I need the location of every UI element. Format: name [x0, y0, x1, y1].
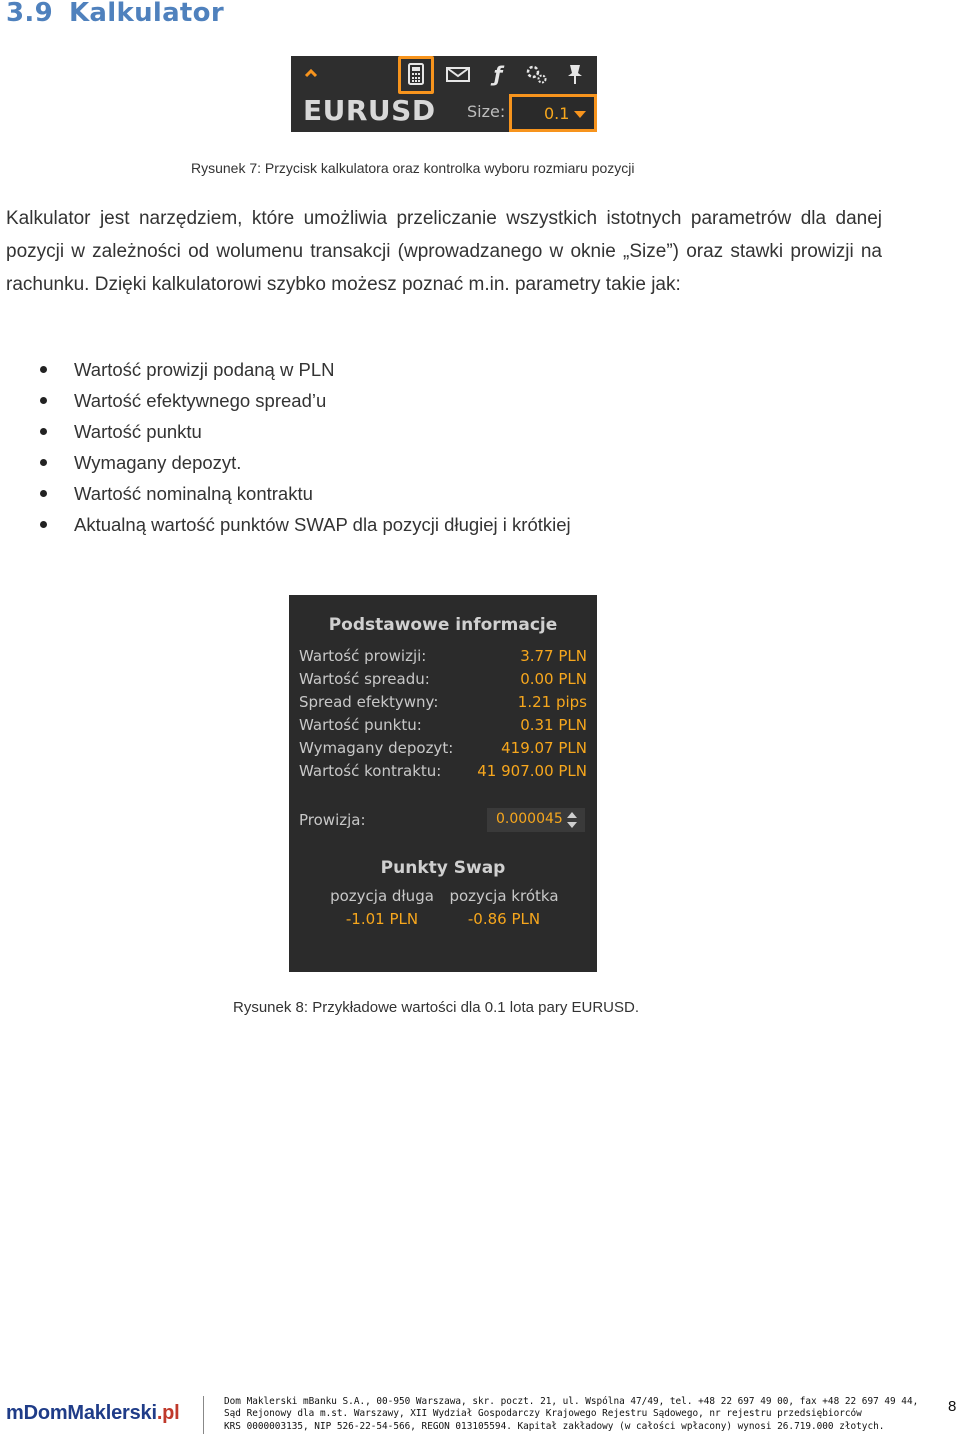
- footer-legal-text: [224, 1396, 919, 1433]
- row-value: 1.21 pips: [517, 693, 587, 711]
- info-row: [299, 647, 587, 669]
- section-heading: [6, 0, 224, 28]
- size-label: Size:: [467, 102, 506, 121]
- info-row: [299, 670, 587, 692]
- row-value: 41 907.00 PLN: [477, 762, 587, 780]
- footer-logo: mDomMaklerski.pl: [6, 1402, 180, 1424]
- info-row: [299, 716, 587, 738]
- size-value: 0.1: [544, 104, 570, 123]
- info-row: [299, 693, 587, 715]
- info-row: [299, 739, 587, 761]
- settings-icon[interactable]: [522, 60, 550, 88]
- list-item: Wartość nominalną kontraktu: [40, 478, 571, 509]
- page-number: 8: [948, 1398, 957, 1415]
- swap-short-label: pozycja krótka: [449, 887, 559, 905]
- commission-label: Prowizja:: [299, 811, 366, 829]
- section-number: 3.9: [6, 0, 53, 28]
- pin-icon[interactable]: [561, 60, 589, 88]
- section-title: Kalkulator: [68, 0, 224, 28]
- footer-line: KRS 0000003135, NIP 526-22-54-566, REGON 013105594. Kapitał zakładowy (w całości wpłacony) wynosi 26.719.000 złotych.: [224, 1420, 885, 1432]
- symbol-name: EURUSD: [303, 94, 436, 127]
- commission-stepper[interactable]: [487, 808, 585, 832]
- list-item: Wartość efektywnego spread’u: [40, 385, 571, 416]
- footer-line: Dom Maklerski mBanku S.A., 00-950 Warszawa, skr. poczt. 21, ul. Wspólna 47/49, tel. +48 22 697 49 00, fax +48 22 697 49 44,: [224, 1396, 919, 1407]
- figure-7-caption: Rysunek 7: Przycisk kalkulatora oraz kontrolka wyboru rozmiaru pozycji: [191, 160, 635, 176]
- list-item: Wymagany depozyt.: [40, 447, 571, 478]
- row-label: Wymagany depozyt:: [299, 739, 454, 757]
- swap-long: [317, 885, 447, 931]
- mail-icon[interactable]: [444, 60, 472, 88]
- row-label: Wartość kontraktu:: [299, 762, 442, 780]
- swap-long-label: pozycja długa: [330, 887, 434, 905]
- stepper-down-icon[interactable]: [567, 822, 577, 828]
- bullet-icon: [40, 490, 47, 497]
- bullet-icon: [40, 366, 47, 373]
- dropdown-arrow-icon: [574, 111, 586, 118]
- info-row: [299, 762, 587, 784]
- swap-title: Punkty Swap: [380, 858, 506, 878]
- stepper-up-icon[interactable]: [567, 812, 577, 818]
- body-paragraph: Kalkulator jest narzędziem, które umożliwia przeliczanie wszystkich istotnych parametrów dla danej pozycji w zależności od wolumenu transakcji (wprowadzanego w oknie „Size”) oraz stawki prowizji na rachunku. Dzięki kalkulatorowi szybko możesz poznać m.in. parametry takie jak:: [6, 208, 882, 295]
- swap-long-value: -1.01 PLN: [345, 910, 419, 928]
- size-dropdown[interactable]: [509, 94, 597, 132]
- footer-divider: [203, 1396, 204, 1434]
- row-value: 419.07 PLN: [501, 739, 587, 757]
- row-value: 3.77 PLN: [520, 647, 587, 665]
- list-item: Aktualną wartość punktów SWAP dla pozycji długiej i krótkiej: [40, 509, 571, 540]
- calculator-panel: [289, 595, 597, 972]
- row-label: Spread efektywny:: [299, 693, 439, 711]
- bullet-icon: [40, 459, 47, 466]
- row-label: Wartość prowizji:: [299, 647, 427, 665]
- swap-short: [439, 885, 569, 931]
- row-value: 0.00 PLN: [520, 670, 587, 688]
- feature-list: [40, 354, 571, 540]
- row-label: Wartość spreadu:: [299, 670, 430, 688]
- function-icon[interactable]: ƒ: [493, 62, 503, 86]
- bullet-icon: [40, 428, 47, 435]
- toolbar-screenshot: [291, 56, 597, 132]
- calculator-icon[interactable]: [402, 60, 430, 88]
- row-value: 0.31 PLN: [520, 716, 587, 734]
- figure-8-caption: Rysunek 8: Przykładowe wartości dla 0.1 lota pary EURUSD.: [233, 999, 639, 1016]
- list-item: Wartość punktu: [40, 416, 571, 447]
- footer-line: Sąd Rejonowy dla m.st. Warszawy, XII Wydział Gospodarczy Krajowego Rejestru Sądowego, nr rejestru przedsiębiorców: [224, 1408, 862, 1420]
- bullet-icon: [40, 521, 47, 528]
- panel-title: Podstawowe informacje: [328, 615, 558, 635]
- swap-short-value: -0.86 PLN: [467, 910, 541, 928]
- row-label: Wartość punktu:: [299, 716, 422, 734]
- chevron-up-icon[interactable]: [297, 60, 325, 88]
- commission-value: 0.000045: [496, 811, 563, 827]
- list-item: Wartość prowizji podaną w PLN: [40, 354, 571, 385]
- bullet-icon: [40, 397, 47, 404]
